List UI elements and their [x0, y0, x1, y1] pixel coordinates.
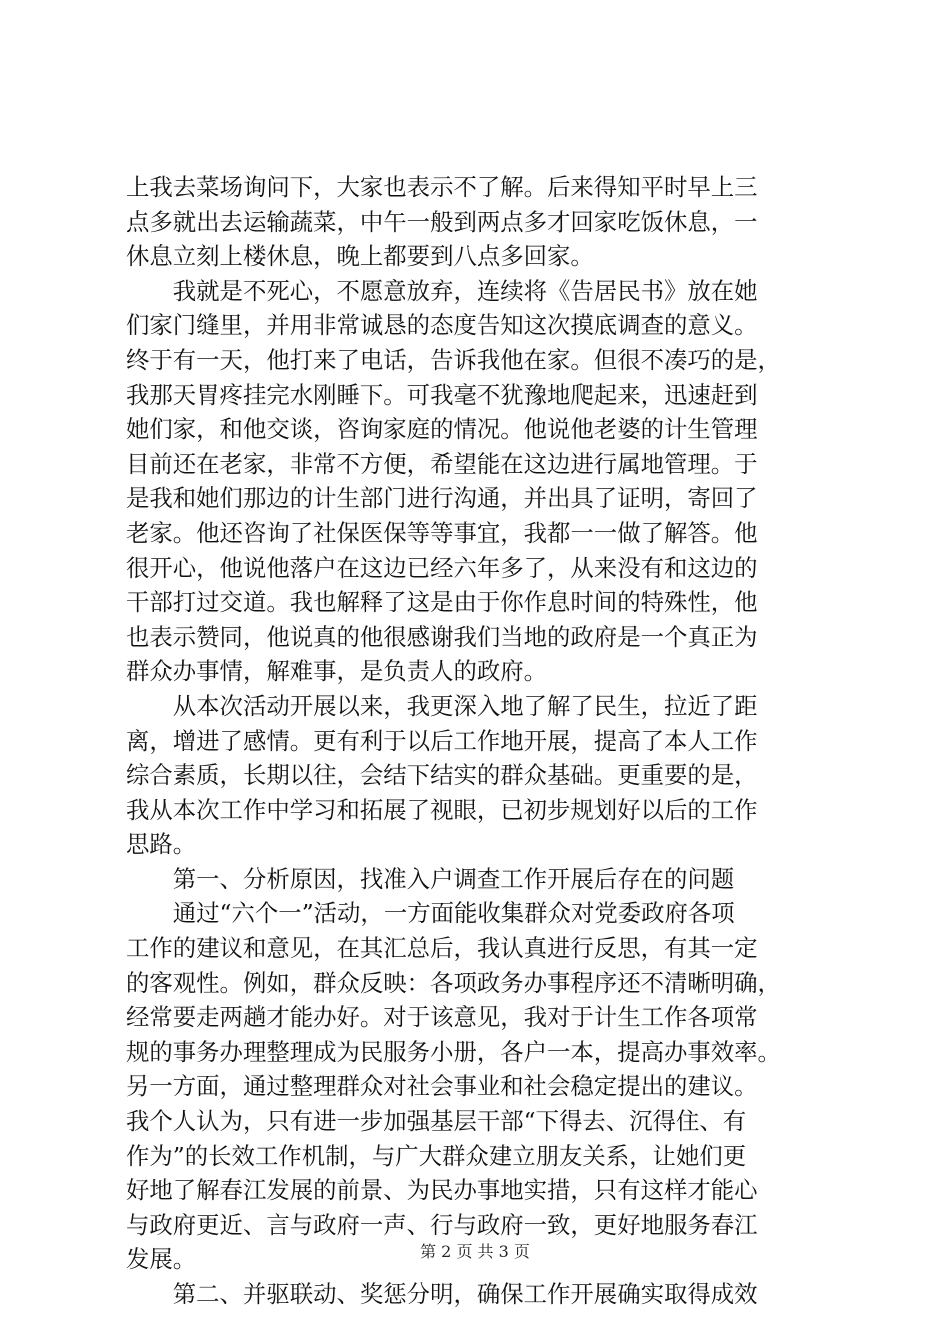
text-line: 工作的建议和意见，在其汇总后，我认真进行反思，有其一定	[126, 934, 758, 963]
text-line: 第二、并驱联动、奖惩分明，确保工作开展确实取得成效	[126, 1280, 758, 1308]
text-line: 是我和她们那边的计生部门进行沟通，并出具了证明，寄回了	[126, 484, 758, 513]
text-line: 思路。	[126, 830, 197, 859]
text-line: 发展。	[126, 1245, 197, 1274]
text-line: 经常要走两趟才能办好。对于该意见，我对于计生工作各项常	[126, 1003, 758, 1032]
text-line: 点多就出去运输蔬菜，中午一般到两点多才回家吃饭休息，一	[126, 207, 758, 236]
text-line: 从本次活动开展以来，我更深入地了解了民生，拉近了距	[126, 691, 758, 720]
text-line: 她们家，和他交谈，咨询家庭的情况。他说他老婆的计生管理	[126, 415, 758, 444]
text-line: 另一方面，通过整理群众对社会事业和社会稳定提出的建议。	[126, 1072, 758, 1101]
text-line: 干部打过交道。我也解释了这是由于你作息时间的特殊性，他	[126, 588, 758, 617]
text-line: 我个人认为，只有进一步加强基层干部“下得去、沉得住、有	[126, 1107, 747, 1136]
text-line: 们家门缝里，并用非常诚恳的态度告知这次摸底调查的意义。	[126, 311, 758, 340]
text-line: 我那天胃疼挂完水刚睡下。可我毫不犹豫地爬起来，迅速赶到	[126, 380, 758, 409]
text-line: 规的事务办理整理成为民服务小册，各户一本，提高办事效率。	[126, 1037, 781, 1066]
text-line: 第一、分析原因，找准入户调查工作开展后存在的问题	[126, 864, 735, 893]
text-line: 作为”的长效工作机制，与广大群众建立朋友关系，让她们更	[126, 1141, 747, 1170]
text-line: 上我去菜场询问下，大家也表示不了解。后来得知平时早上三	[126, 173, 758, 201]
text-line: 好地了解春江发展的前景、为民办事地实措，只有这样才能心	[126, 1176, 758, 1205]
text-line: 群众办事情，解难事，是负责人的政府。	[126, 657, 548, 686]
text-line: 休息立刻上楼休息，晚上都要到八点多回家。	[126, 242, 594, 271]
text-line: 综合素质，长期以往，会结下结实的群众基础。更重要的是，	[126, 761, 758, 790]
text-line: 与政府更近、言与政府一声、行与政府一致，更好地服务春江	[126, 1210, 758, 1239]
text-line: 我从本次工作中学习和拓展了视眼，已初步规划好以后的工作	[126, 795, 758, 824]
text-line: 离，增进了感情。更有利于以后工作地开展，提高了本人工作	[126, 726, 758, 755]
text-line: 也表示赞同，他说真的他很感谢我们当地的政府是一个真正为	[126, 622, 758, 651]
text-line: 终于有一天，他打来了电话，告诉我他在家。但很不凑巧的是，	[126, 345, 781, 374]
document-body	[126, 170, 828, 1312]
text-line: 我就是不死心，不愿意放弃，连续将《告居民书》放在她	[126, 276, 758, 305]
text-line: 目前还在老家，非常不方便，希望能在这边进行属地管理。于	[126, 449, 758, 478]
text-line: 很开心，他说他落户在这边已经六年多了，从来没有和这边的	[126, 553, 758, 582]
text-line: 的客观性。例如，群众反映：各项政务办事程序还不清晰明确，	[126, 968, 781, 997]
text-line: 老家。他还咨询了社保医保等等事宜，我都一一做了解答。他	[126, 518, 758, 547]
text-line: 通过“六个一”活动，一方面能收集群众对党委政府各项	[126, 899, 735, 928]
page-footer: 第 2 页 共 3 页	[420, 1242, 530, 1261]
